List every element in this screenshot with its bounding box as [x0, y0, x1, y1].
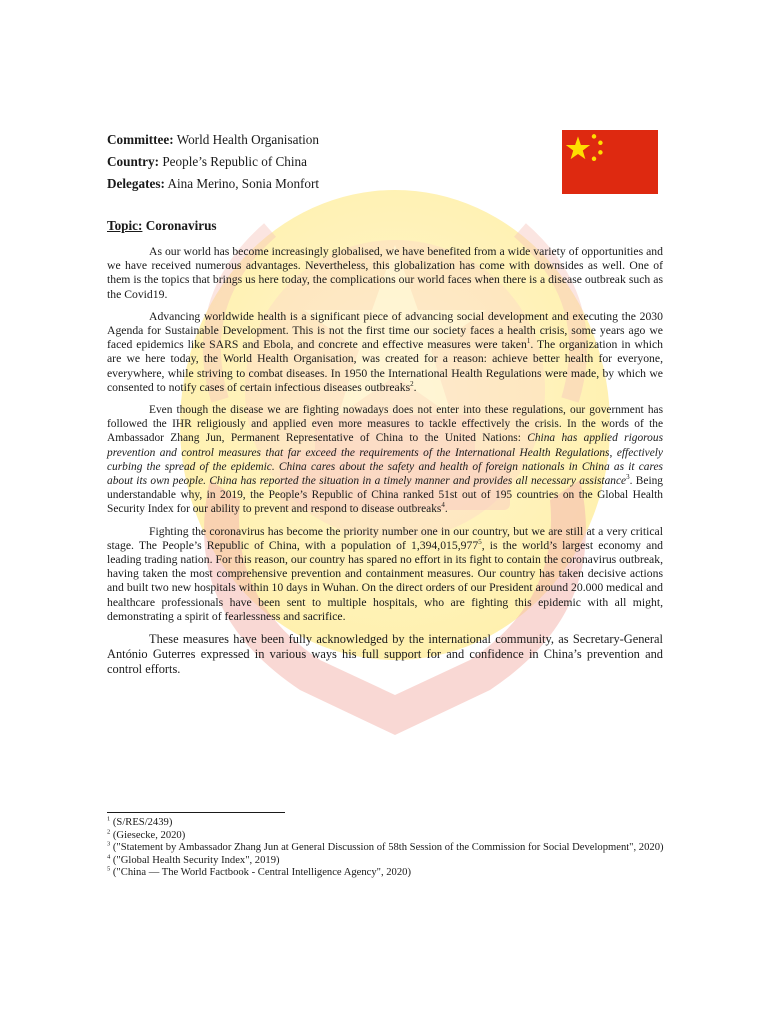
footnote-ref-2: 2 [410, 379, 414, 388]
footnote-ref-5: 5 [478, 537, 482, 546]
committee-line [107, 129, 547, 151]
china-flag-icon [557, 130, 663, 194]
footnote-1 [107, 817, 667, 830]
paragraph-4 [107, 525, 663, 624]
delegates-label: Delegates: [107, 176, 165, 191]
footnote-divider [107, 812, 285, 813]
footnote-ref-1: 1 [526, 337, 531, 346]
footnote-text: (Giesecke, 2020) [110, 829, 186, 841]
paragraph-3-text-c: . [444, 503, 448, 516]
footnote-number: 1 [107, 815, 111, 823]
committee-value: World Health Organisation [176, 132, 319, 147]
country-value: People’s Republic of China [162, 154, 308, 169]
paragraph-4-text-b: , is the world’s largest economy and leading trading nation. For this reason, our country has spared no effort in its fight to contain the coronavirus outbreak, having taken the most comprehensive prevention and containment measures. Our country has taken decisive actions and built two new hospitals within 10 days in Wuhan. On the direct orders of our President around 20.000 medical and healthcare professionals have been sent to multiple hospitals, who are fighting this epidemic with all might, demonstrating a spirit of fearlessness and sacrifice. [107, 538, 664, 623]
footnote-ref-3: 3 [626, 473, 630, 482]
country-line [107, 151, 547, 173]
paragraph-4-text-a: Fighting the coronavirus has become the priority number one in our country, but we are still at a very critical stage. The People’s Republic of China, with a population of 1,394,015,977 [107, 524, 663, 552]
topic-label: Topic: [107, 218, 143, 233]
paragraph-1: As our world has become increasingly globalised, we have benefited from a wide variety of opportunities and we have received numerous advantages. Nevertheless, this globalization has come with downsides as well. One of them is the topics that brings us here today, the complications our world faces when there is a disease outbreak such as the Covid19. [107, 245, 663, 301]
delegates-line [107, 173, 547, 195]
topic-value: Coronavirus [145, 218, 217, 233]
footnote-text: ("Statement by Ambassador Zhang Jun at General Discussion of 58th Session of the Commission for Social Development", 2020) [110, 842, 664, 854]
document-body [107, 245, 663, 685]
footnote-text: (S/RES/2439) [110, 817, 173, 828]
paragraph-3-text-b: . Being understandable why, in 2019, the People’s Republic of China ranked 51st out of 195 countries on the Global Health Security Index for our ability to prevent and respond to disease outbreaks [107, 475, 664, 516]
document-header [107, 129, 547, 195]
footnote-number: 5 [107, 865, 111, 873]
paragraph-3 [107, 403, 663, 517]
footnote-3 [107, 842, 667, 855]
country-label: Country: [107, 154, 160, 169]
committee-label: Committee: [107, 132, 174, 147]
footnote-4 [107, 855, 667, 868]
paragraph-2-text-b: . The organization in which are we here today, the World Health Organisation, was created for a reason: achieve better health for everyone, everywhere, while striving to combat diseases. In 1950 the International Health Regulations were made, by which we consented to notify cases of certain infectious diseases outbreaks [107, 338, 663, 394]
footnote-ref-4: 4 [441, 501, 445, 510]
topic-heading [107, 218, 217, 234]
footnotes [107, 817, 667, 880]
paragraph-5: These measures have been fully acknowledged by the international community, as Secretary-General António Guterres expressed in various ways his full support for and confidence in China’s prevention and control efforts. [107, 632, 663, 677]
footnote-text: ("China — The World Factbook - Central Intelligence Agency", 2020) [110, 867, 411, 879]
paragraph-3-text-a: Even though the disease we are fighting nowadays does not enter into these regulations, our government has followed the IHR religiously and applied even more measures to tackle effectively the crisis. In the words of the Ambassador Zhang Jun, Permanent Representative of China to the United Nations: [107, 404, 663, 445]
footnote-number: 3 [107, 840, 111, 848]
paragraph-2-text-a: Advancing worldwide health is a significant piece of advancing social development and executing the 2030 Agenda for Sustainable Development. This is not the first time our society faces a health crisis, some years ago we faced epidemics like SARS and Ebola, and concrete and effective measures were taken [107, 309, 663, 352]
footnote-text: ("Global Health Security Index", 2019) [110, 854, 280, 866]
footnote-2 [107, 830, 667, 843]
footnote-5 [107, 867, 667, 880]
paragraph-2 [107, 310, 663, 395]
delegates-value: Aina Merino, Sonia Monfort [167, 176, 320, 191]
paragraph-2-text-c: . [413, 380, 417, 394]
ambassador-quote: China has applied rigorous prevention and control measures that far exceed the requirements of the International Health Regulations, effectively curbing the spread of the epidemic. China cares about the safety and health of foreign nationals in China as it cares about its own people. China has reported the situation in a timely manner and provides all necessary assistance [107, 432, 663, 488]
footnote-number: 2 [107, 828, 111, 836]
footnote-number: 4 [107, 853, 111, 861]
